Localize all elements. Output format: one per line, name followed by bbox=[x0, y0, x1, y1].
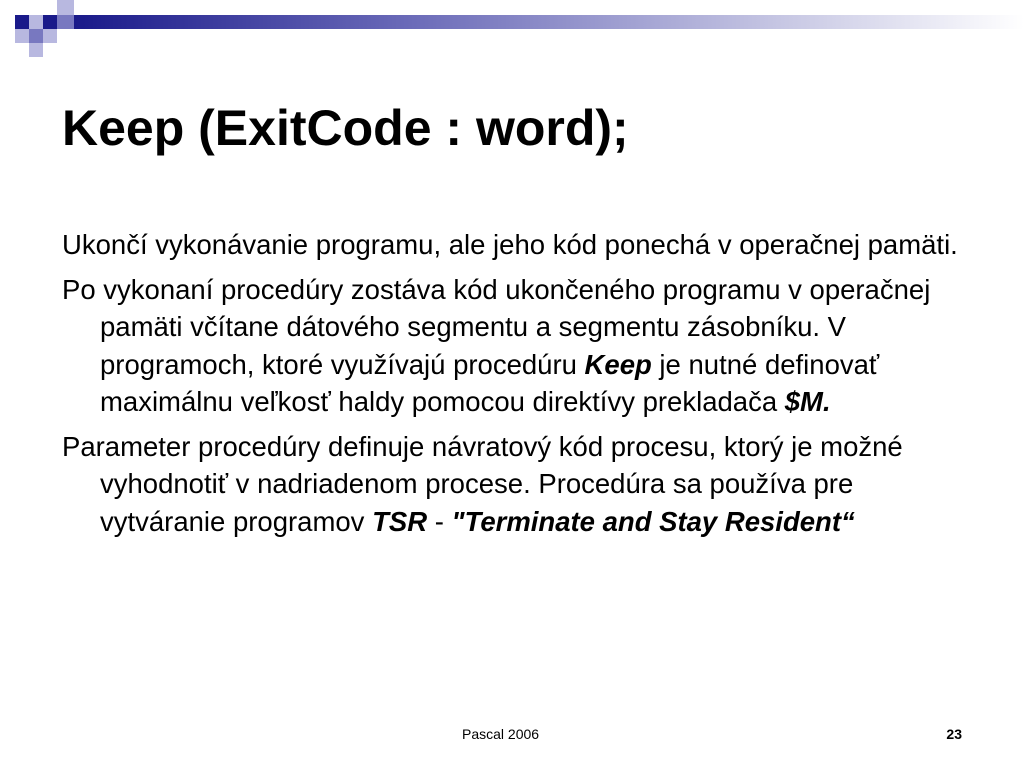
deco-square-navy-2 bbox=[43, 15, 57, 29]
page-number: 23 bbox=[946, 726, 962, 742]
deco-square-navy-1 bbox=[15, 15, 29, 29]
slide-body bbox=[62, 226, 972, 547]
deco-square-lavender-5 bbox=[29, 43, 43, 57]
deco-square-lavender-2 bbox=[57, 0, 74, 15]
paragraph-1 bbox=[62, 226, 972, 264]
deco-square-lavender-4 bbox=[43, 29, 57, 43]
header-gradient-bar bbox=[74, 15, 1024, 29]
deco-square-mid-1 bbox=[57, 15, 74, 29]
paragraph-2 bbox=[62, 271, 972, 421]
paragraph-3 bbox=[62, 428, 972, 541]
paragraph-3-text-b: - bbox=[427, 505, 452, 537]
keyword-tsr-expansion: "Terminate and Stay Resident“ bbox=[451, 505, 855, 537]
keyword-directive: $M. bbox=[784, 386, 831, 417]
paragraph-2-text-b: je nutné definovať maximálnu veľkosť haldy pomocou direktívy prekladača bbox=[100, 348, 880, 417]
paragraph-2-text-a: Po vykonaní procedúry zostáva kód ukončeného programu v operačnej pamäti včítane dátového segmentu a segmentu zásobníku. V programoch, ktoré využívajú procedúru bbox=[62, 273, 931, 380]
deco-square-lavender-1 bbox=[29, 15, 43, 29]
keyword-tsr: TSR bbox=[372, 505, 428, 537]
slide-footer bbox=[0, 726, 1024, 746]
footer-text: Pascal 2006 bbox=[462, 726, 540, 742]
slide-title: Keep (ExitCode : word); bbox=[62, 100, 629, 156]
keyword-keep: Keep bbox=[584, 348, 652, 380]
paragraph-1-text: Ukončí vykonávanie programu, ale jeho kód ponechá v operačnej pamäti. bbox=[62, 229, 958, 260]
paragraph-3-text-a: Parameter procedúry definuje návratový kód procesu, ktorý je možné vyhodnotiť v nadriadenom procese. Procedúra sa používa pre vytváranie programov bbox=[62, 430, 903, 537]
deco-square-mid-2 bbox=[29, 29, 43, 43]
deco-square-lavender-3 bbox=[15, 29, 29, 43]
